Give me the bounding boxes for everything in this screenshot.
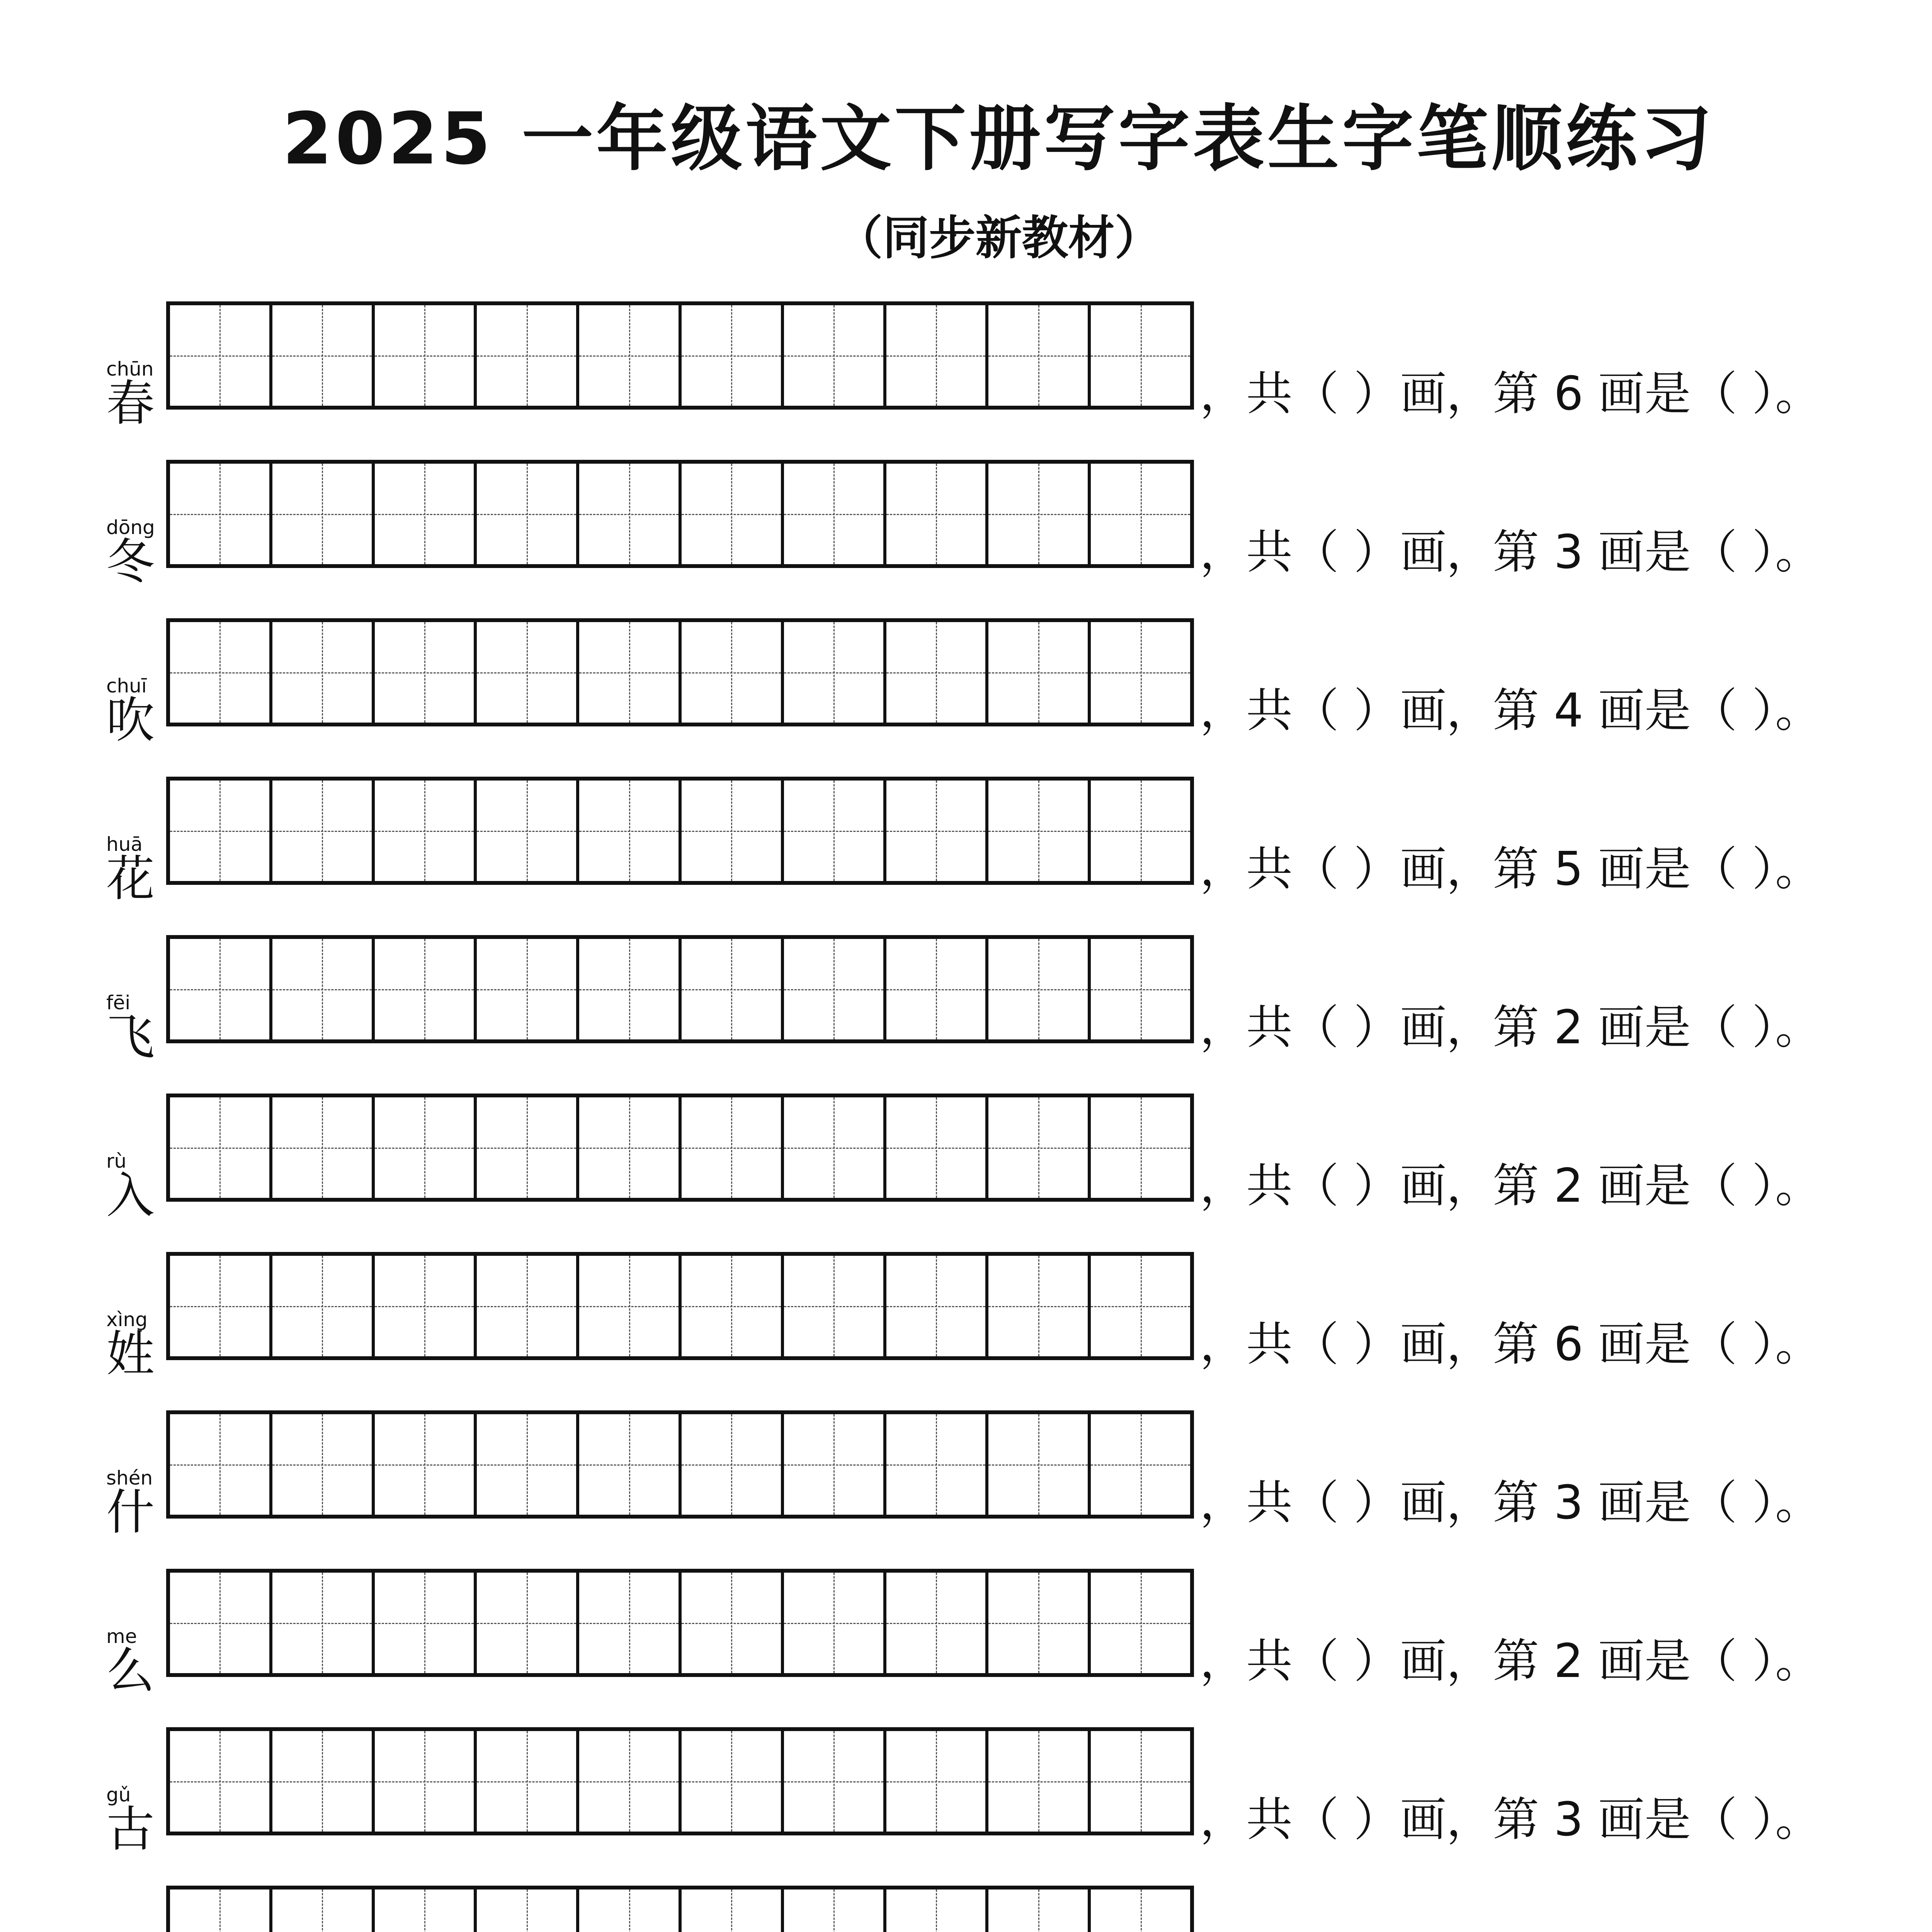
pinyin-label: xìng [106,1308,148,1331]
writing-cell[interactable] [477,781,579,881]
writing-cell[interactable] [170,1414,272,1515]
writing-cell[interactable] [170,1731,272,1832]
stroke-question: ，共（ ）画，第 3 画是（ ）。 [1200,1476,1821,1530]
writing-grid [166,301,1194,410]
writing-cell[interactable] [988,464,1091,564]
writing-cell[interactable] [170,1573,272,1673]
pinyin-label: rù [106,1150,127,1172]
writing-cell[interactable] [1091,464,1190,564]
writing-grid [166,618,1194,726]
writing-cell[interactable] [784,939,886,1039]
character-label: 春 [106,376,155,432]
page-subtitle: （同步新教材） [836,211,1161,265]
writing-cell[interactable] [988,305,1091,406]
writing-cell[interactable] [682,464,784,564]
writing-cell[interactable] [1091,1097,1190,1198]
writing-cell[interactable] [579,464,682,564]
writing-cell[interactable] [1091,1573,1190,1673]
writing-cell[interactable] [886,939,989,1039]
pinyin-label: dōng [106,516,155,539]
writing-cell[interactable] [579,305,682,406]
practice-row [0,1886,1932,1932]
writing-grid [166,1569,1194,1677]
practice-row [0,1252,1932,1382]
writing-cell[interactable] [682,1256,784,1356]
writing-cell[interactable] [579,781,682,881]
writing-cell[interactable] [272,305,375,406]
practice-row [0,1727,1932,1857]
writing-cell[interactable] [272,1731,375,1832]
writing-cell[interactable] [784,1731,886,1832]
writing-cell[interactable] [988,1256,1091,1356]
practice-row [0,1569,1932,1699]
writing-cell[interactable] [375,1414,477,1515]
writing-cell[interactable] [579,1256,682,1356]
writing-grid [166,1886,1194,1932]
pinyin-label: shén [106,1467,153,1489]
writing-cell[interactable] [477,939,579,1039]
writing-grid [166,1410,1194,1519]
practice-row [0,1410,1932,1541]
stroke-question: ，共（ ）画，第 2 画是（ ）。 [1200,1159,1821,1213]
writing-cell[interactable] [1091,939,1190,1039]
character-label: 花 [106,851,155,907]
character-label: 冬 [106,534,155,590]
writing-cell[interactable] [477,464,579,564]
page-title: 2025 一年级语文下册写字表生字笔顺练习 [282,97,1715,180]
practice-row [0,777,1932,907]
writing-cell[interactable] [170,939,272,1039]
writing-cell[interactable] [170,305,272,406]
writing-cell[interactable] [988,1414,1091,1515]
writing-cell[interactable] [988,1731,1091,1832]
writing-cell[interactable] [988,622,1091,723]
writing-cell[interactable] [784,1889,886,1932]
writing-cell[interactable] [375,1573,477,1673]
character-label: 古 [106,1801,155,1857]
pinyin-label: me [106,1625,137,1648]
character-label: 入 [106,1168,155,1224]
writing-cell[interactable] [272,622,375,723]
writing-cell[interactable] [682,622,784,723]
writing-cell[interactable] [272,1256,375,1356]
practice-row [0,618,1932,748]
stroke-question: ，共（ ）画，第 2 画是（ ）。 [1200,1001,1821,1054]
practice-row [0,935,1932,1065]
writing-cell[interactable] [682,1097,784,1198]
stroke-question: ，共（ ）画，第 5 画是（ ）。 [1200,842,1821,896]
character-label: 吹 [106,692,155,748]
writing-cell[interactable] [784,464,886,564]
writing-cell[interactable] [1091,781,1190,881]
character-label: 姓 [106,1326,155,1382]
writing-cell[interactable] [886,1889,989,1932]
writing-grid [166,777,1194,885]
writing-cell[interactable] [579,622,682,723]
writing-cell[interactable] [886,1414,989,1515]
pinyin-label: fēi [106,992,131,1014]
writing-cell[interactable] [1091,1414,1190,1515]
writing-cell[interactable] [682,939,784,1039]
writing-cell[interactable] [375,622,477,723]
writing-cell[interactable] [886,305,989,406]
writing-cell[interactable] [579,1573,682,1673]
writing-cell[interactable] [784,1256,886,1356]
writing-cell[interactable] [784,1573,886,1673]
stroke-question: ，共（ ）画，第 3 画是（ ）。 [1200,1793,1821,1847]
writing-cell[interactable] [375,1889,477,1932]
stroke-question: ，共（ ）画，第 2 画是（ ）。 [1200,1634,1821,1688]
writing-cell[interactable] [170,1097,272,1198]
pinyin-label: huā [106,833,143,855]
writing-cell[interactable] [1091,1731,1190,1832]
writing-cell[interactable] [886,1573,989,1673]
writing-cell[interactable] [886,464,989,564]
writing-cell[interactable] [988,1889,1091,1932]
character-label: 么 [106,1643,155,1699]
writing-cell[interactable] [886,1731,989,1832]
writing-cell[interactable] [886,622,989,723]
writing-cell[interactable] [477,1731,579,1832]
writing-cell[interactable] [579,1889,682,1932]
pinyin-label: chuī [106,675,147,697]
writing-cell[interactable] [682,1573,784,1673]
writing-cell[interactable] [682,1731,784,1832]
writing-cell[interactable] [170,1889,272,1932]
writing-cell[interactable] [375,939,477,1039]
writing-cell[interactable] [1091,305,1190,406]
practice-row [0,1094,1932,1224]
pinyin-label: gǔ [106,1784,131,1806]
writing-cell[interactable] [272,1889,375,1932]
writing-cell[interactable] [477,1889,579,1932]
writing-cell[interactable] [886,781,989,881]
writing-cell[interactable] [375,781,477,881]
writing-cell[interactable] [170,781,272,881]
writing-cell[interactable] [886,1097,989,1198]
writing-grid [166,1252,1194,1360]
stroke-question: ，共（ ）画，第 3 画是（ ）。 [1200,526,1821,579]
writing-cell[interactable] [477,1256,579,1356]
writing-cell[interactable] [477,305,579,406]
writing-cell[interactable] [988,1573,1091,1673]
pinyin-label: chūn [106,358,154,380]
writing-cell[interactable] [375,1731,477,1832]
writing-cell[interactable] [1091,1256,1190,1356]
writing-cell[interactable] [682,305,784,406]
writing-grid [166,1727,1194,1835]
writing-cell[interactable] [272,781,375,881]
writing-cell[interactable] [170,464,272,564]
writing-cell[interactable] [1091,1889,1190,1932]
writing-cell[interactable] [375,1256,477,1356]
writing-cell[interactable] [272,1414,375,1515]
writing-cell[interactable] [1091,622,1190,723]
writing-cell[interactable] [784,1414,886,1515]
writing-cell[interactable] [477,1573,579,1673]
writing-cell[interactable] [375,1097,477,1198]
writing-cell[interactable] [375,305,477,406]
writing-cell[interactable] [579,1414,682,1515]
writing-cell[interactable] [272,1097,375,1198]
practice-row [0,301,1932,432]
writing-cell[interactable] [784,305,886,406]
writing-grid [166,460,1194,568]
writing-cell[interactable] [682,1414,784,1515]
writing-cell[interactable] [784,622,886,723]
writing-grid [166,1094,1194,1202]
writing-cell[interactable] [477,622,579,723]
writing-cell[interactable] [784,781,886,881]
writing-cell[interactable] [272,464,375,564]
writing-cell[interactable] [477,1414,579,1515]
stroke-question: ，共（ ）画，第 4 画是（ ）。 [1200,684,1821,738]
practice-row [0,460,1932,590]
writing-cell[interactable] [579,939,682,1039]
character-label: 飞 [106,1009,155,1065]
writing-cell[interactable] [988,939,1091,1039]
character-label: 什 [106,1485,155,1541]
stroke-question: ，共（ ）画，第 6 画是（ ）。 [1200,1318,1821,1371]
writing-cell[interactable] [579,1097,682,1198]
writing-cell[interactable] [988,1097,1091,1198]
writing-cell[interactable] [170,622,272,723]
writing-cell[interactable] [272,1573,375,1673]
writing-grid [166,935,1194,1043]
writing-cell[interactable] [272,939,375,1039]
writing-cell[interactable] [170,1256,272,1356]
writing-cell[interactable] [375,464,477,564]
stroke-question: ，共（ ）画，第 6 画是（ ）。 [1200,367,1821,421]
writing-cell[interactable] [988,781,1091,881]
writing-cell[interactable] [784,1097,886,1198]
writing-cell[interactable] [477,1097,579,1198]
writing-cell[interactable] [579,1731,682,1832]
writing-cell[interactable] [682,1889,784,1932]
writing-cell[interactable] [682,781,784,881]
writing-cell[interactable] [886,1256,989,1356]
